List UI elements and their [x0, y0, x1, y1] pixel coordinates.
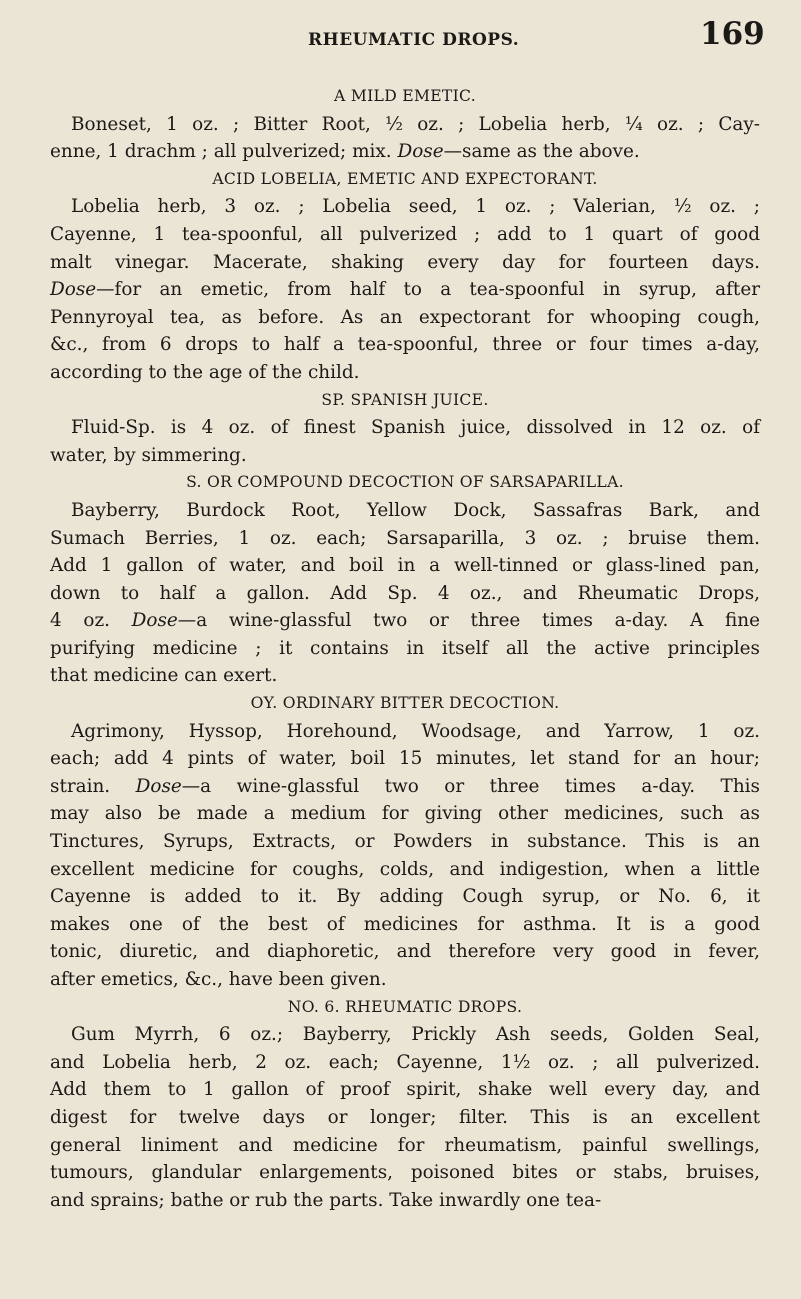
recipe-section [50, 166, 760, 387]
text-line: Fluid-Sp. is 4 oz. of finest Spanish juice, dissolved in 12 oz. of [71, 417, 760, 439]
text-line: Boneset, 1 oz. ; Bitter Root, ½ oz. ; Lobelia herb, ¼ oz. ; Cay- [71, 113, 760, 135]
text-line: Add 1 gallon of water, and boil in a well-tinned or glass-lined pan, [50, 555, 760, 577]
text-line: strain. Dose—a wine-glassful two or three times a-day. This [50, 775, 760, 797]
text-line: Cayenne, 1 tea-spoonful, all pulverized ; add to 1 quart of good [50, 223, 760, 245]
recipe-section [50, 469, 760, 690]
section-heading: ACID LOBELIA, EMETIC AND EXPECTORANT. [212, 169, 598, 188]
text-line: Gum Myrrh, 6 oz.; Bayberry, Prickly Ash seeds, Golden Seal, [71, 1024, 760, 1046]
text-line: purifying medicine ; it contains in itself all the active principles [50, 637, 760, 659]
section-heading: S. OR COMPOUND DECOCTION OF SARSAPARILLA. [186, 473, 624, 492]
section-paragraph [50, 193, 760, 386]
running-head: RHEUMATIC DROPS. [308, 30, 520, 50]
text-line: &c., from 6 drops to half a tea-spoonful, three or four times a-day, [50, 334, 760, 356]
text-line: Add them to 1 gallon of proof spirit, shake well every day, and [50, 1079, 760, 1101]
text-line: after emetics, &c., have been given. [50, 969, 387, 990]
text-line: Bayberry, Burdock Root, Yellow Dock, Sassafras Bark, and [71, 499, 760, 521]
text-line: Sumach Berries, 1 oz. each; Sarsaparilla, 3 oz. ; bruise them. [50, 527, 760, 549]
text-line: digest for twelve days or longer; filter. This is an excellent [50, 1106, 760, 1128]
section-heading: OY. ORDINARY BITTER DECOCTION. [250, 694, 560, 713]
section-paragraph [50, 497, 760, 690]
text-line: each; add 4 pints of water, boil 15 minutes, let stand for an hour; [50, 748, 760, 770]
text-line: water, by simmering. [50, 444, 247, 466]
text-line: makes one of the best of medicines for asthma. It is a good [50, 913, 760, 935]
text-line: tumours, glandular enlargements, poisoned bites or stabs, bruises, [50, 1162, 760, 1184]
text-line: enne, 1 drachm ; all pulverized; mix. Dose—same as the above. [50, 141, 640, 163]
text-line: general liniment and medicine for rheumatism, painful swellings, [50, 1134, 760, 1156]
section-heading: NO. 6. RHEUMATIC DROPS. [287, 997, 523, 1016]
section-heading: A MILD EMETIC. [334, 87, 476, 105]
text-line: down to half a gallon. Add Sp. 4 oz., and Rheumatic Drops, [50, 582, 760, 604]
text-line: excellent medicine for coughs, colds, and indigestion, when a little [50, 858, 760, 880]
text-line: that medicine can exert. [50, 665, 278, 687]
text-line: Cayenne is added to it. By adding Cough syrup, or No. 6, it [50, 886, 760, 908]
text-line: and sprains; bathe or rub the parts. Take inwardly one tea- [50, 1189, 602, 1211]
section-paragraph [50, 111, 760, 166]
recipe-section [50, 690, 760, 994]
text-line: tonic, diuretic, and diaphoretic, and therefore very good in fever, [50, 941, 760, 963]
text-line: Pennyroyal tea, as before. As an expectorant for whooping cough, [50, 306, 760, 328]
text-line: Dose—for an emetic, from half to a tea-spoonful in syrup, after [50, 279, 760, 301]
page-body [50, 83, 760, 1214]
text-line: Lobelia herb, 3 oz. ; Lobelia seed, 1 oz. ; Valerian, ½ oz. ; [71, 196, 760, 218]
section-paragraph [50, 414, 760, 469]
text-line: may also be made a medium for giving other medicines, such as [50, 803, 760, 825]
recipe-section [50, 994, 760, 1215]
text-line: and Lobelia herb, 2 oz. each; Cayenne, 1½ oz. ; all pulverized. [50, 1051, 760, 1073]
section-heading: SP. SPANISH JUICE. [321, 390, 489, 409]
recipe-section [50, 83, 760, 166]
text-line: malt vinegar. Macerate, shaking every day for fourteen days. [50, 251, 760, 273]
page-number: 169 [700, 16, 765, 52]
text-line: Tinctures, Syrups, Extracts, or Powders in substance. This is an [50, 831, 760, 853]
page-header [0, 16, 801, 56]
text-line: Agrimony, Hyssop, Horehound, Woodsage, and Yarrow, 1 oz. [71, 720, 760, 742]
text-line: 4 oz. Dose—a wine-glassful two or three times a-day. A fine [50, 610, 760, 632]
section-paragraph [50, 1021, 760, 1214]
text-line: according to the age of the child. [50, 361, 360, 383]
recipe-section [50, 387, 760, 470]
section-paragraph [50, 718, 760, 994]
